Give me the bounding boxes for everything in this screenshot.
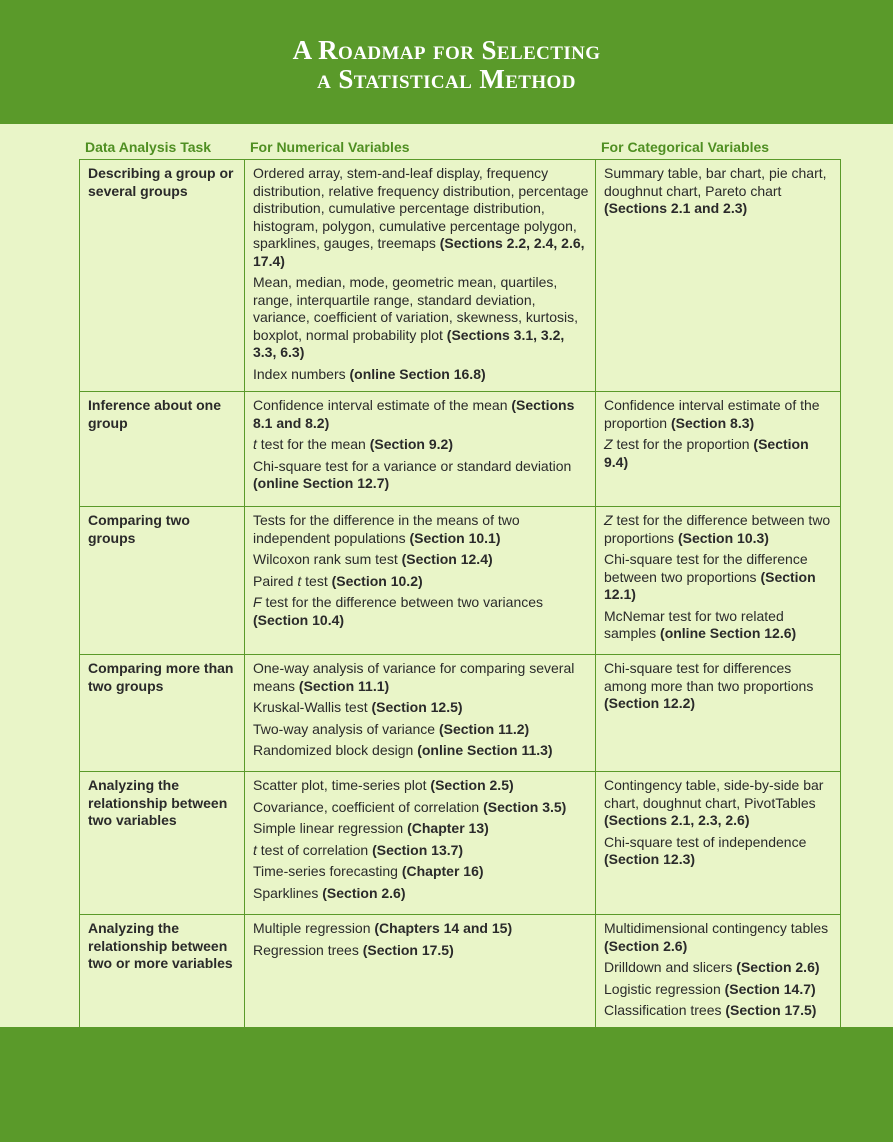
- section-reference: (Chapter 16): [401, 863, 484, 879]
- method-text: Time-series forecasting: [253, 863, 402, 879]
- method-symbol: t: [297, 572, 302, 589]
- roadmap-table: [79, 159, 841, 1032]
- categorical-cell: [596, 655, 841, 772]
- section-reference: (Section 12.4): [401, 551, 493, 567]
- method-text: Sparklines: [253, 884, 323, 901]
- method-entry: [253, 594, 589, 629]
- table-row: [80, 655, 841, 772]
- method-text: Multiple regression: [253, 920, 375, 936]
- method-text: test for the difference between two variances: [261, 594, 544, 610]
- numerical-cell: [245, 655, 596, 772]
- section-reference: (Section 2.5): [430, 777, 514, 793]
- section-reference: (Section 12.2): [604, 695, 696, 711]
- method-text: Confidence interval estimate of the proportion: [604, 397, 820, 431]
- column-header-task: Data Analysis Task: [85, 139, 212, 155]
- section-reference: (Sections 2.1 and 2.3): [604, 200, 748, 216]
- method-entry: [253, 920, 589, 938]
- method-text: Summary table, bar chart, pie chart, doughnut chart, Pareto chart: [604, 165, 827, 199]
- method-text: Index numbers: [253, 365, 350, 382]
- footer-band: [0, 1027, 893, 1142]
- method-text: Scatter plot, time-series plot: [253, 777, 431, 793]
- method-text: Confidence interval estimate of the mean: [253, 397, 512, 413]
- method-text: Classification trees: [604, 1002, 726, 1018]
- section-reference: (Chapters 14 and 15): [374, 920, 513, 936]
- task-cell: [80, 507, 245, 655]
- section-reference: (Section 13.7): [372, 841, 464, 858]
- section-reference: (Section 12.5): [371, 699, 463, 715]
- categorical-cell: [596, 160, 841, 392]
- method-entry: [253, 842, 589, 860]
- method-entry: [604, 436, 834, 471]
- method-text: test: [301, 572, 332, 589]
- section-reference: (Section 2.6): [736, 959, 820, 975]
- section-reference: (online Section 16.8): [349, 365, 486, 382]
- method-entry: [253, 863, 589, 881]
- method-text: Chi-square test for differences among more than two proportions: [604, 660, 814, 694]
- method-entry: [253, 458, 589, 493]
- task-label: Analyzing the relationship between two variables: [88, 777, 228, 828]
- categorical-cell: [596, 915, 841, 1032]
- method-text: Contingency table, side-by-side bar chart, doughnut chart, PivotTables: [604, 777, 824, 811]
- section-reference: (online Section 11.3): [417, 742, 553, 758]
- section-reference: (Section 10.1): [409, 529, 501, 546]
- section-reference: (Section 3.5): [483, 798, 567, 815]
- section-reference: (Section 12.1): [604, 568, 816, 602]
- method-symbol: t: [253, 841, 257, 858]
- section-reference: (online Section 12.6): [660, 625, 797, 641]
- method-entry: [253, 699, 589, 717]
- method-entry: [604, 397, 834, 432]
- method-text: Covariance, coefficient of correlation: [253, 798, 484, 815]
- method-text: test of correlation: [256, 841, 373, 858]
- task-cell: [80, 160, 245, 392]
- method-text: Regression trees: [253, 941, 363, 958]
- method-text: Mean, median, mode, geometric mean, quartiles, range, interquartile range, standard deviation, variance, coefficient of variation, skewness, kurtosis, boxplot, normal probability plot: [253, 274, 579, 343]
- section-reference: (Sections 8.1 and 8.2): [253, 397, 575, 431]
- section-reference: (Section 12.3): [604, 851, 696, 867]
- table-row: [80, 772, 841, 915]
- method-entry: [253, 885, 589, 903]
- task-label: Inference about one group: [88, 397, 222, 431]
- method-text: Two-way analysis of variance: [253, 720, 439, 737]
- method-text: Wilcoxon rank sum test: [253, 551, 402, 567]
- section-reference: (online Section 12.7): [253, 475, 390, 491]
- title-line-2: a Statistical Method: [317, 64, 576, 94]
- method-entry: [604, 1002, 834, 1020]
- method-entry: [253, 799, 589, 817]
- section-reference: (Sections 3.1, 3.2, 3.3, 6.3): [253, 326, 565, 360]
- categorical-cell: [596, 772, 841, 915]
- method-text: Randomized block design: [253, 742, 418, 758]
- section-reference: (Section 2.6): [322, 884, 406, 901]
- section-reference: (Section 10.4): [253, 611, 345, 628]
- task-cell: [80, 392, 245, 507]
- task-cell: [80, 772, 245, 915]
- method-symbol: t: [253, 436, 257, 452]
- method-entry: [253, 274, 589, 362]
- method-entry: [604, 165, 834, 218]
- method-entry: [253, 512, 589, 547]
- section-reference: (Sections 2.1, 2.3, 2.6): [604, 812, 750, 828]
- table-row: [80, 915, 841, 1032]
- method-text: test for the difference between two proportions: [604, 512, 831, 546]
- title-line-1: A Roadmap for Selecting: [292, 35, 601, 65]
- method-entry: [604, 777, 834, 830]
- method-prefix: Paired: [253, 572, 298, 589]
- method-entry: [253, 397, 589, 432]
- method-entry: [604, 608, 834, 643]
- numerical-cell: [245, 915, 596, 1032]
- method-entry: [604, 512, 834, 547]
- method-entry: [604, 920, 834, 955]
- method-text: test for the proportion: [612, 436, 754, 452]
- method-entry: [604, 660, 834, 713]
- method-entry: [253, 551, 589, 569]
- section-reference: (Section 9.2): [369, 436, 453, 452]
- method-symbol: Z: [604, 512, 613, 528]
- numerical-cell: [245, 160, 596, 392]
- numerical-cell: [245, 507, 596, 655]
- categorical-cell: [596, 392, 841, 507]
- section-reference: (Section 11.2): [438, 720, 530, 737]
- task-label: Comparing two groups: [88, 512, 190, 546]
- section-reference: (Section 10.2): [331, 572, 423, 589]
- method-text: Multidimensional contingency tables: [604, 920, 829, 936]
- method-entry: [604, 981, 834, 999]
- section-reference: (Chapter 13): [407, 820, 489, 836]
- column-header-numerical: For Numerical Variables: [250, 139, 410, 155]
- task-label: Analyzing the relationship between two or more variables: [88, 920, 233, 971]
- numerical-cell: [245, 392, 596, 507]
- section-reference: (Section 2.6): [604, 937, 688, 954]
- method-symbol: F: [253, 594, 262, 610]
- method-entry: [253, 436, 589, 454]
- method-entry: [604, 834, 834, 869]
- numerical-cell: [245, 772, 596, 915]
- column-header-categorical: For Categorical Variables: [601, 139, 770, 155]
- method-symbol: Z: [604, 436, 613, 452]
- method-text: Ordered array, stem-and-leaf display, frequency distribution, relative frequency distribution, percentage distribution, cumulative percentage distribution, histogram, polygon, cumulative percentage polygon, sparklines, gauges, treemaps: [253, 165, 589, 251]
- method-entry: [253, 820, 589, 838]
- section-reference: (Section 8.3): [670, 414, 755, 431]
- method-text: test for the mean: [256, 436, 370, 452]
- method-text: McNemar test for two related samples: [604, 607, 784, 641]
- method-text: One-way analysis of variance for comparing several means: [253, 660, 575, 694]
- roadmap-table-body: [80, 160, 841, 1032]
- method-text: Chi-square test for the difference between two proportions: [604, 551, 808, 585]
- method-text: Drilldown and slicers: [604, 959, 737, 975]
- page-title: [0, 36, 893, 94]
- method-text: Chi-square test of independence: [604, 833, 807, 850]
- table-row: [80, 160, 841, 392]
- method-entry: [253, 366, 589, 384]
- section-reference: (Section 14.7): [724, 980, 816, 997]
- section-reference: (Section 10.3): [677, 529, 769, 546]
- task-label: Describing a group or several groups: [88, 165, 234, 199]
- table-row: [80, 507, 841, 655]
- table-row: [80, 392, 841, 507]
- task-cell: [80, 655, 245, 772]
- section-reference: (Section 11.1): [298, 677, 390, 694]
- method-entry: [604, 551, 834, 604]
- section-reference: (Section 17.5): [362, 941, 454, 958]
- method-text: Chi-square test for a variance or standard deviation: [253, 457, 572, 474]
- method-text: Logistic regression: [604, 980, 725, 997]
- method-entry: [604, 959, 834, 977]
- method-entry: [253, 742, 589, 760]
- method-text: Simple linear regression: [253, 820, 408, 836]
- task-cell: [80, 915, 245, 1032]
- method-entry: [253, 777, 589, 795]
- method-entry: [253, 721, 589, 739]
- method-entry: [253, 573, 589, 591]
- method-entry: [253, 165, 589, 270]
- method-entry: [253, 942, 589, 960]
- categorical-cell: [596, 507, 841, 655]
- task-label: Comparing more than two groups: [88, 660, 234, 694]
- section-reference: (Section 17.5): [725, 1002, 817, 1018]
- method-text: Kruskal-Wallis test: [253, 699, 372, 715]
- method-entry: [253, 660, 589, 695]
- section-reference: (Section 9.4): [604, 436, 809, 470]
- method-text: Tests for the difference in the means of two independent populations: [253, 512, 520, 546]
- section-reference: (Sections 2.2, 2.4, 2.6, 17.4): [253, 235, 585, 269]
